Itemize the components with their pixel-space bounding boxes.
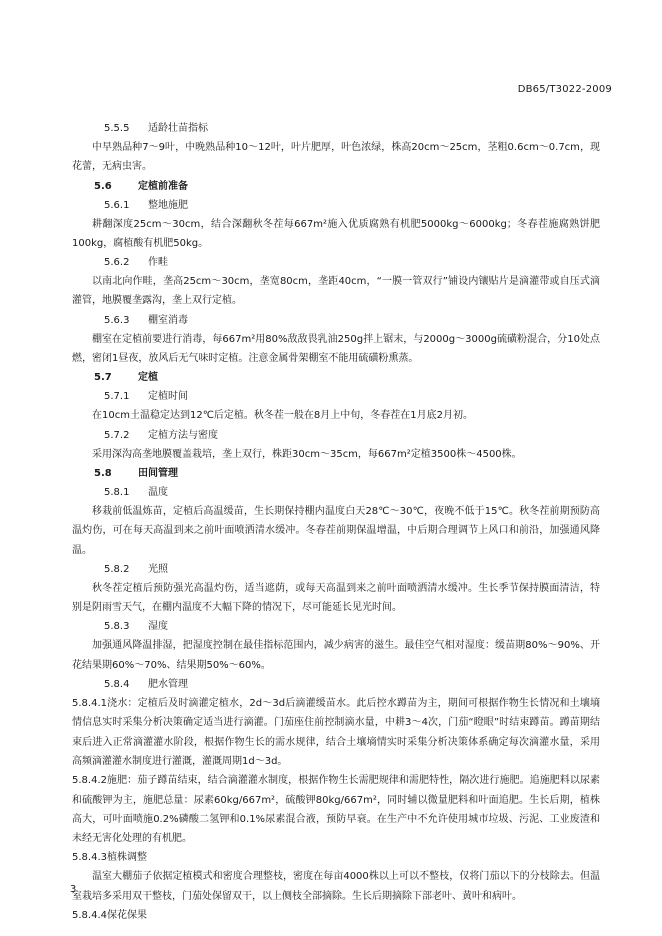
section-heading: 5.7.1 定植时间 xyxy=(104,391,188,403)
section-heading: 5.8.3 湿度 xyxy=(104,621,168,633)
clause-heading: 5.8.4.4保花保果 xyxy=(72,910,147,922)
clause-paragraph: 5.8.4.1浇水：定植后及时滴灌定植水，2d～3d后滴灌缓苗水。此后控水蹲苗为主，期间可根据作物生长情况和土壤墒情信息实时采集分析决策确定适当进行滴灌。门茄座住前控制滴水量，中耕3～4次，门茄“瞪眼”时结束蹲苗。蹲苗期结束后进入正常滴灌灌水阶段，根据作物生长的需水规律，结合土壤墒情实时采集分析决策体系确定每次滴灌水量，采用高频滴灌灌水制度进行灌溉，灌溉周期1d～3d。 xyxy=(72,698,600,767)
section-heading: 5.6.2 作畦 xyxy=(104,257,168,269)
paragraph: 中早熟品种7～9叶，中晚熟品种10～12叶，叶片肥厚，叶色浓绿，株高20cm～25cm，茎粗0.6cm～0.7cm，现花蕾，无病虫害。 xyxy=(72,142,600,173)
section-heading: 5.6.1 整地施肥 xyxy=(104,199,188,211)
clause-heading: 5.8.4.3植株调整 xyxy=(72,852,147,864)
section-heading: 5.8.4 肥水管理 xyxy=(104,679,188,691)
section-heading: 5.6.3 棚室消毒 xyxy=(104,314,188,326)
paragraph: 采用深沟高垄地膜覆盖栽培，垄上双行，株距30cm～35cm，每667m²定植3500株～4500株。 xyxy=(92,448,522,460)
section-heading: 5.8.2 光照 xyxy=(104,563,168,575)
paragraph: 以南北向作畦，垄高25cm～30cm，垄宽80cm，垄距40cm，“一膜一管双行”铺设内镶贴片是滴灌带或自压式滴灌管，地膜覆垄露沟，垄上双行定植。 xyxy=(72,276,600,307)
section-heading: 5.6 定植前准备 xyxy=(94,180,188,192)
paragraph: 秋冬茬定植后预防强光高温灼伤，适当遮荫，或每天高温到来之前叶面喷洒清水缓冲。生长季节保持膜面清洁，特别是阴雨雪天气，在棚内温度不大幅下降的情况下，尽可能延长见光时间。 xyxy=(72,582,600,614)
paragraph: 温室大棚茄子依据定植模式和密度合理整枝，密度在每亩4000株以上可以不整枝，仅将门茄以下的分枝除去。但温室栽培多采用双干整枝，门茄处保留双干，以上侧枝全部摘除。生长后期摘除下部老叶、黄叶和病叶。 xyxy=(72,871,600,902)
paragraph: 耕翻深度25cm～30cm，结合深翻秋冬茬每667m²施入优质腐熟有机肥5000kg～6000kg；冬春茬施腐熟饼肥100kg，腐植酸有机肥50kg。 xyxy=(72,218,600,249)
section-heading: 5.8 田间管理 xyxy=(94,467,178,479)
paragraph: 棚室在定植前要进行消毒，每667m²用80%敌敌畏乳油250g拌上锯末，与2000g～3000g硫磺粉混合，分10处点燃，密闭1昼夜，放风后无气味时定植。注意金属骨架棚室不能用硫磺粉熏蒸。 xyxy=(72,333,600,365)
clause-paragraph: 5.8.4.2施肥：茄子蹲苗结束，结合滴灌灌水制度，根据作物生长需肥规律和需肥特性，隔次进行施肥。追施肥料以尿素和硫酸钾为主，施肥总量：尿素60kg/667m²，硫酸钾80kg/667m²，同时辅以微量肥料和叶面追肥。生长后期，植株高大，可叶面喷施0.2%磷酸二氢钾和0.1%尿素混合液，预防早衰。在生产中不允许使用城市垃圾、污泥、工业废渣和未经无害化处理的有机肥。 xyxy=(72,775,600,845)
standard-id: DB65/T3022-2009 xyxy=(517,84,612,95)
paragraph: 移栽前低温炼苗，定植后高温缓苗，生长期保持棚内温度白天28℃～30℃，夜晚不低于15℃。秋冬茬前期预防高温灼伤，可在每天高温到来之前叶面喷洒清水缓冲。冬春茬前期保温增温，中后期合理调节上风口和前沿，加强通风降温。 xyxy=(72,505,600,556)
paragraph: 在10cm土温稳定达到12℃后定植。秋冬茬一般在8月上中旬，冬春茬在1月底2月初。 xyxy=(92,410,474,422)
page-number: 3 xyxy=(70,884,77,895)
section-heading: 5.5.5 适龄壮苗指标 xyxy=(104,123,208,134)
section-heading: 5.8.1 温度 xyxy=(104,486,168,498)
paragraph: 加强通风降温排湿，把湿度控制在最佳指标范围内，减少病害的滋生。最佳空气相对湿度：缓苗期80%～90%、开花结果期60%～70%、结果期50%～60%。 xyxy=(72,640,600,671)
section-heading: 5.7 定植 xyxy=(94,372,158,384)
document-body xyxy=(72,119,600,925)
section-heading: 5.7.2 定植方法与密度 xyxy=(104,429,218,441)
